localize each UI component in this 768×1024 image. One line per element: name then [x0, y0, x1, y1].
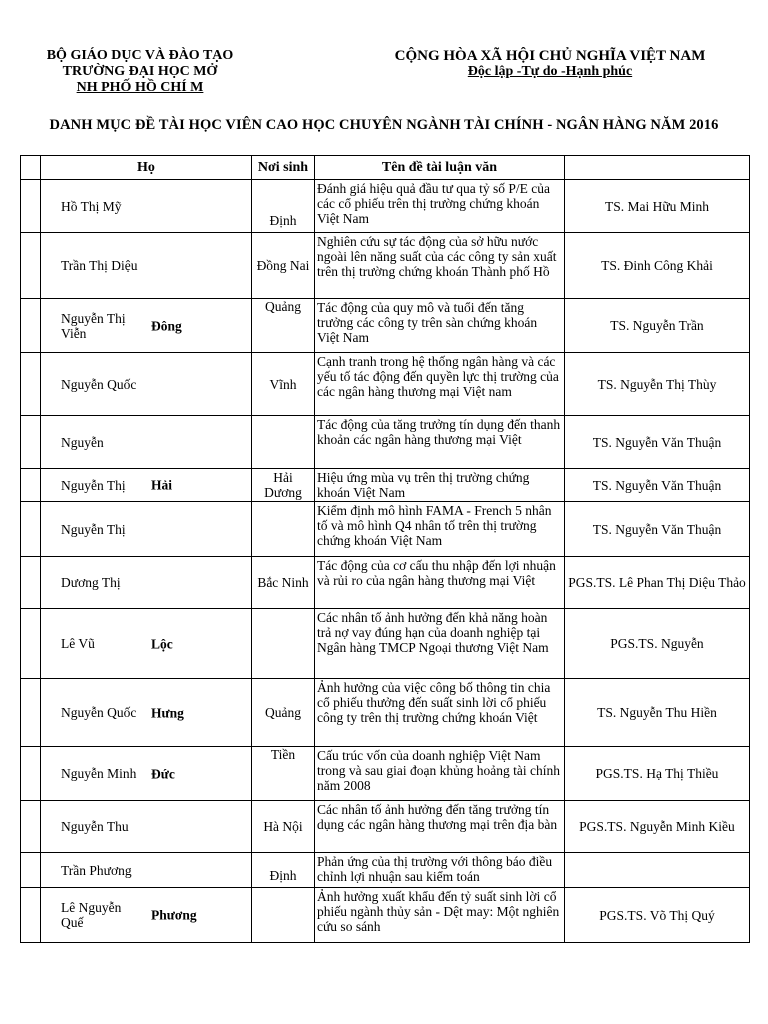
student-name-cell [41, 469, 252, 502]
thesis-title-cell: Tác động của tăng trưởng tín dụng đến thanh khoản các ngân hàng thương mại Việt [315, 416, 565, 469]
birthplace-cell: Bắc Ninh [252, 557, 315, 609]
thesis-title-cell: Đánh giá hiệu quả đầu tư qua tỷ số P/E của các cổ phiếu trên thị trường chứng khoán Việt Nam [315, 180, 565, 233]
student-name-cell [41, 180, 252, 233]
table-row [21, 747, 750, 801]
student-given-name: Hưng [151, 705, 184, 720]
thesis-title-cell: Ảnh hưởng xuất khẩu đến tỷ suất sinh lời cổ phiếu ngành thủy sản - Dệt may: Một nghiên cứu so sánh [315, 888, 565, 943]
university-city: NH PHỐ HỒ CHÍ M [76, 80, 204, 95]
student-surname: Dương Thị [61, 575, 121, 590]
student-name-cell [41, 416, 252, 469]
national-motto: Độc lập -Tự do -Hạnh phúc [467, 64, 633, 79]
student-surname: Trần Phương [61, 862, 132, 878]
supervisor-cell: TS. Nguyễn Văn Thuận [565, 469, 750, 502]
student-name-cell [41, 233, 252, 299]
ministry-name: BỘ GIÁO DỤC VÀ ĐÀO TẠO [46, 48, 234, 63]
index-cell [21, 557, 41, 609]
document-title: DANH MỤC ĐỀ TÀI HỌC VIÊN CAO HỌC CHUYÊN NGÀNH TÀI CHÍNH - NGÂN HÀNG NĂM 2016 [49, 117, 719, 133]
birthplace-cell [252, 888, 315, 943]
table-row [21, 609, 750, 679]
thesis-title-cell: Nghiên cứu sự tác động của sở hữu nước ngoài lên năng suất của các công ty sản xuất trên thị trường chứng khoán Thành phố Hồ [315, 233, 565, 299]
student-name-cell [41, 353, 252, 416]
supervisor-cell: PGS.TS. Lê Phan Thị Diệu Thảo [565, 557, 750, 609]
supervisor-cell: PGS.TS. Nguyễn Minh Kiều [565, 801, 750, 853]
thesis-title-cell: Tác động của cơ cấu thu nhập đến lợi nhuận và rủi ro của ngân hàng thương mại Việt [315, 557, 565, 609]
birthplace-cell [252, 416, 315, 469]
birthplace-cell [252, 609, 315, 679]
thesis-title-cell: Ảnh hưởng của việc công bố thông tin chia cổ phiếu thưởng đến suất sinh lời cổ phiếu công ty trên thị trường chứng khoán Việt [315, 679, 565, 747]
supervisor-cell: TS. Nguyễn Văn Thuận [565, 502, 750, 557]
birthplace-cell: Tiền [252, 747, 315, 801]
thesis-title-cell: Cấu trúc vốn của doanh nghiệp Việt Nam trong và sau giai đoạn khủng hoảng tài chính năm 2008 [315, 747, 565, 801]
header-noi-sinh: Nơi sinh [252, 156, 315, 180]
birthplace-cell [252, 502, 315, 557]
index-cell [21, 853, 41, 888]
header-gvhd [565, 156, 750, 180]
supervisor-cell: TS. Mai Hữu Minh [565, 180, 750, 233]
index-cell [21, 469, 41, 502]
table-row [21, 180, 750, 233]
student-name-cell [41, 609, 252, 679]
birthplace-cell: Định [252, 853, 315, 888]
student-name-cell [41, 747, 252, 801]
student-name-cell [41, 502, 252, 557]
supervisor-cell: TS. Nguyễn Thị Thùy [565, 353, 750, 416]
header-national [360, 48, 740, 80]
thesis-title-cell: Các nhân tố ảnh hưởng đến khả năng hoàn trả nợ vay đúng hạn của doanh nghiệp tại Ngân hàng TMCP Ngoại thương Việt Nam [315, 609, 565, 679]
supervisor-cell: TS. Nguyễn Trần [565, 299, 750, 353]
supervisor-cell: TS. Đinh Công Khải [565, 233, 750, 299]
student-given-name: Lộc [151, 636, 173, 651]
supervisor-cell: PGS.TS. Hạ Thị Thiều [565, 747, 750, 801]
birthplace-cell: Quảng [252, 299, 315, 353]
thesis-title-cell: Các nhân tố ảnh hưởng đến tăng trưởng tín dụng các ngân hàng thương mại trên địa bàn [315, 801, 565, 853]
index-cell [21, 180, 41, 233]
table-row [21, 299, 750, 353]
student-name-cell [41, 299, 252, 353]
student-surname: Nguyễn Thị [61, 521, 126, 537]
birthplace-cell: Hà Nội [252, 801, 315, 853]
supervisor-cell: TS. Nguyễn Văn Thuận [565, 416, 750, 469]
student-surname: Lê Nguyễn Quế [61, 900, 122, 930]
index-cell [21, 747, 41, 801]
student-name-cell [41, 679, 252, 747]
table-header-row [21, 156, 750, 180]
university-name: TRƯỜNG ĐẠI HỌC MỞ [62, 64, 218, 79]
student-given-name: Đông [151, 318, 182, 333]
thesis-title-cell: Hiệu ứng mùa vụ trên thị trường chứng khoán Việt Nam [315, 469, 565, 502]
supervisor-cell: PGS.TS. Nguyễn [565, 609, 750, 679]
thesis-title-cell: Cạnh tranh trong hệ thống ngân hàng và các yếu tố tác động đến quyền lực thị trường của các ngân hàng thương mại Việt nam [315, 353, 565, 416]
index-cell [21, 801, 41, 853]
student-surname: Hồ Thị Mỹ [61, 198, 122, 214]
student-name-cell [41, 853, 252, 888]
student-surname: Nguyễn Quốc [61, 376, 137, 392]
index-cell [21, 416, 41, 469]
index-cell [21, 609, 41, 679]
table-row [21, 353, 750, 416]
birthplace-cell: Quảng [252, 679, 315, 747]
student-surname: Trần Thị Diệu [61, 258, 138, 273]
table-row [21, 233, 750, 299]
student-given-name: Hải [151, 477, 173, 493]
thesis-title-cell: Tác động của quy mô và tuổi đến tăng trưởng các công ty trên sàn chứng khoán Việt Nam [315, 299, 565, 353]
student-surname: Nguyễn [61, 434, 104, 450]
student-surname: Nguyễn Thu [61, 819, 129, 834]
index-cell [21, 353, 41, 416]
index-cell [21, 502, 41, 557]
table-row [21, 679, 750, 747]
thesis-title-cell: Kiểm định mô hình FAMA - French 5 nhân tố và mô hình Q4 nhân tố trên thị trường chứng khoán Việt Nam [315, 502, 565, 557]
supervisor-cell: PGS.TS. Võ Thị Quý [565, 888, 750, 943]
student-given-name: Đức [151, 766, 175, 781]
supervisor-cell [565, 853, 750, 888]
student-surname: Nguyễn Thị Viễn [61, 310, 126, 341]
table-row [21, 469, 750, 502]
table-row [21, 557, 750, 609]
student-surname: Nguyễn Quốc [61, 705, 137, 720]
table-row [21, 416, 750, 469]
header-ministry [20, 48, 260, 96]
index-cell [21, 888, 41, 943]
supervisor-cell: TS. Nguyễn Thu Hiền [565, 679, 750, 747]
student-name-cell [41, 801, 252, 853]
header-ho: Họ [41, 156, 252, 180]
table-row [21, 853, 750, 888]
student-surname: Lê Vũ [61, 636, 95, 651]
student-name-cell [41, 888, 252, 943]
student-name-cell [41, 557, 252, 609]
student-surname: Nguyễn Thị [61, 477, 126, 493]
student-surname: Nguyễn Minh [61, 766, 137, 781]
thesis-table [20, 155, 750, 943]
index-cell [21, 679, 41, 747]
header-index-cell [21, 156, 41, 180]
birthplace-cell: Vĩnh [252, 353, 315, 416]
thesis-title-cell: Phản ứng của thị trường với thông báo điều chỉnh lợi nhuận sau kiểm toán [315, 853, 565, 888]
birthplace-cell: Đồng Nai [252, 233, 315, 299]
index-cell [21, 299, 41, 353]
student-given-name: Phương [151, 907, 197, 923]
table-row [21, 801, 750, 853]
birthplace-cell: Định [252, 180, 315, 233]
table-row [21, 502, 750, 557]
index-cell [21, 233, 41, 299]
table-row [21, 888, 750, 943]
birthplace-cell: Hải Dương [252, 469, 315, 502]
header-ten-de-tai: Tên đề tài luận văn [315, 156, 565, 180]
national-title: CỘNG HÒA XÃ HỘI CHỦ NGHĨA VIỆT NAM [394, 48, 706, 64]
